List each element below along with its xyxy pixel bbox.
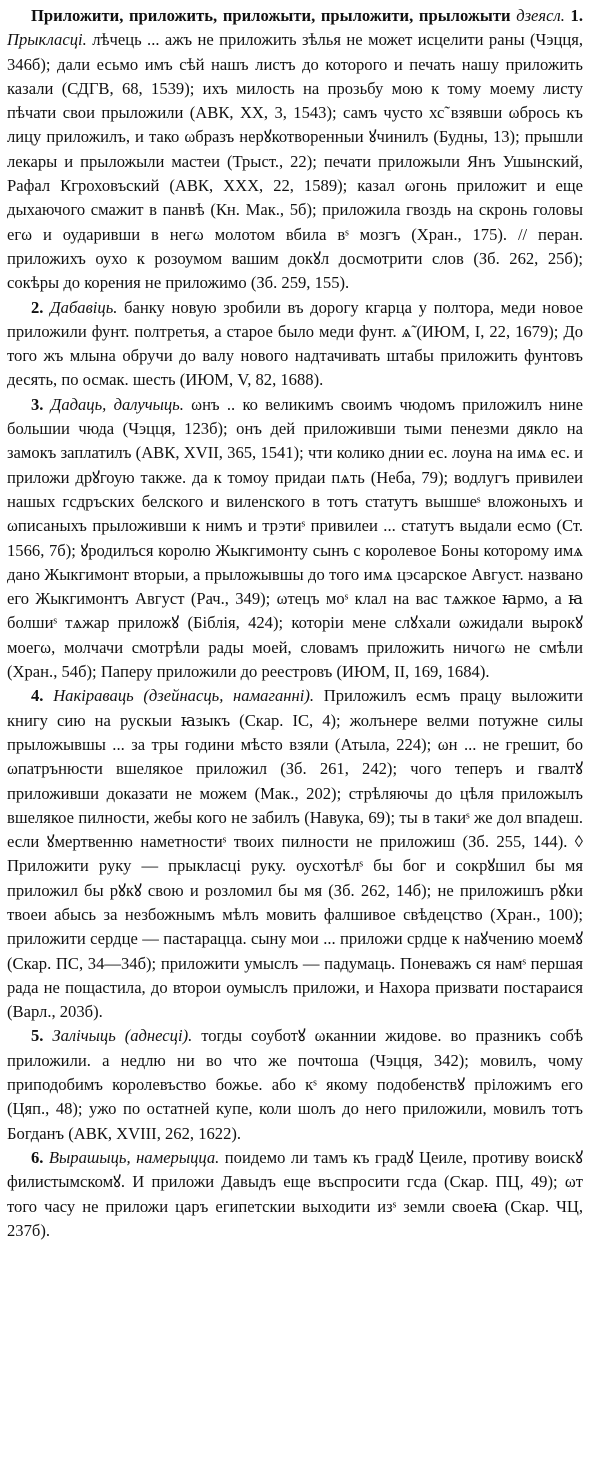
sense-gloss: Дабавіць. [50, 297, 118, 317]
sense-2-paragraph [7, 296, 583, 393]
sense-gloss: Дадаць, далучыць. [50, 394, 184, 414]
sense-text: банку новую зробили въ дорогу кгарца у полтора, меди новое приложили фунт. полтретья, а старое было меди фунт. ѧ̃ (ИЮМ, I, 22, 1679); До того жъ млына обручи до валу нового надтачивать штабы приложить фунтовъ десять, по осмак. шесть (ИЮМ, V, 82, 1688). [7, 297, 583, 390]
sense-number: 5. [31, 1026, 44, 1046]
sense-number: 1. [570, 6, 583, 25]
sense-3-paragraph [7, 393, 583, 685]
sense-number: 2. [31, 297, 44, 317]
sense-number: 4. [31, 686, 44, 706]
part-of-speech: дзеясл. [516, 6, 565, 25]
sense-1-paragraph [7, 4, 583, 296]
sense-gloss: Вырашыць, намерыцца. [48, 1147, 220, 1167]
sense-text: Приложилъ есмъ працу выложити книгу сию на рускыи ꙗзыкъ (Скар. ІС, 4); жолънере велми потужне силы прыложывшы ... за тры години мѣсто взяли (Атыла, 224); ωн ... не грешит, бо ωпатрънюсти вшелякое приложил (Зб. 261, 242); чого теперъ и гвалтꙋ приложивши доказати не можем (Мак., 202); стрѣляючы до цѣля приложылъ вшелякое пилности, жебы кого не забилъ (Навука, 69); ты в такиˢ же дол впадеш. если ꙋмертвенню наметностиˢ твоих пилности не приложиш (Зб. 255, 144). ◊ Приложити руку — прыкласці руку. оусхотѣлˢ бы бог и сокрꙋшил бы мя приложил бы рꙋкꙋ свою и розломил бы мя (Зб. 262, 14б); не приложишъ рꙋки твоеи абысь за незбожнымъ мѣлъ мовить фалшивое свѣдецство (Хран., 100); приложити сердце — пастарацца. сыну мои ... приложи срдце к наꙋчению моемꙋ (Скар. ПС, 34—34б); приложити умыслъ — падумаць. Поневажъ ся намˢ першая рада не пощастила, до второи оумыслъ приложи, и Нахора призвати постараися (Варл., 203б). [7, 686, 584, 1022]
headword: Приложити, приложить, приложыти, прыложити, прыложыти [31, 6, 511, 25]
sense-number: 6. [31, 1147, 44, 1167]
sense-5-paragraph [7, 1024, 583, 1145]
sense-6-paragraph [7, 1146, 583, 1243]
sense-number: 3. [31, 394, 44, 414]
sense-text: поидемо ли тамъ къ градꙋ Цеиле, противу воискꙋ филистымскомꙋ. И приложи Давыдъ еще въспросити гсда (Скар. ПЦ, 49); ωт того часу не приложи царъ египетскии выходити изˢ земли своеꙗ (Скар. ЧЦ, 237б). [7, 1147, 584, 1240]
sense-4-paragraph [7, 684, 583, 1024]
sense-gloss: Залічыць (аднесці). [52, 1026, 193, 1046]
sense-gloss: Прыкласці. [7, 30, 87, 50]
sense-text: тогды соуботꙋ ωканнии жидове. во празникъ собѣ приложили. а недлю ни во что же почтоша (Чэцця, 342); мовилъ, чому приподобимъ королевъство божье. або кˢ якому подобенствꙋ прiложимъ его (Цяп., 48); ужо по остатней купе, коли шолъ до него приложили, мовилъ тотъ Богданъ (АВК, XVIII, 262, 1622). [7, 1026, 583, 1143]
sense-gloss: Накіраваць (дзейнасць, намаганні). [53, 686, 314, 706]
sense-text: ωнъ .. ко великимъ своимъ чюдомъ приложилъ нине большии чюда (Чэцця, 123б); онъ дей приложивши тыми пенезми дякло на замокъ заплатилъ (АВК, XVII, 365, 1541); чти колико днии ес. лоуна на имѧ ес. и приложи дрꙋгоую также. да к томоу придаи пѧть (Неба, 79); водлугъ привилеи нашых гсдръских белского и виленского в тотъ статутъ вышшеˢ вложоныхъ и ωписаныхъ прыложивши к нимъ и трэтиˢ привилеи ... статутъ выдали есмо (Ст. 1566, 7б); ꙋродилъся королю Жыкгимонту сынъ с королевое Боны которому имѧ дано Жыкгимонт вторыи, а прыложывшы до того имѧ цэсарское Август. названо его Жыкгимонтъ Август (Рач., 349); ωтецъ моˢ клал на вас тѧжкое ꙗрмо, а ꙗ болшиˢ тѧжар приложꙋ (Біблія, 424); которіи мене слꙋхали ωжидали вырокꙋ моегω, молчачи смотрѣли рады моей, словамъ приложить ничогω не смѣли (Хран., 54б); Паперу приложили до реестровъ (ИЮМ, II, 169, 1684). [7, 394, 583, 682]
sense-text: лѣчець ... ажъ не приложить зѣлья не может исцелити раны (Чэцця, 346б); дали есьмо имъ сѣй нашъ листъ до которого и печать нашу приложить казали (СДГВ, 68, 1539); ихъ милость на прозьбу мою к тому моему листу пѣчати свои прыложили (АВК, XX, 3, 1543); самъ чусто хс̃ взявши ωбрось къ лицу приложилъ, и тако ωбразъ нерꙋкотворенныи ꙋчинилъ (Будны, 13); прышли лекары и прыложыли мастеи (Трыст., 22); печати приложыли Янъ Ушынский, Рафал Кгроховъский (АВК, XXX, 22, 1589); казал ωгонь приложит и еще дыхаючого смажит в панвѣ (Кн. Мак., 5б); приложила гвоздь на скронь головы егω и оударивши в негω молотом вбила вˢ мозгъ (Хран., 175). // перан. приложихъ оухо к розоумом вашим докꙋл досмотрити слов (Зб. 262, 25б); сокѣры до корения не приложимо (Зб. 259, 155). [7, 30, 583, 293]
